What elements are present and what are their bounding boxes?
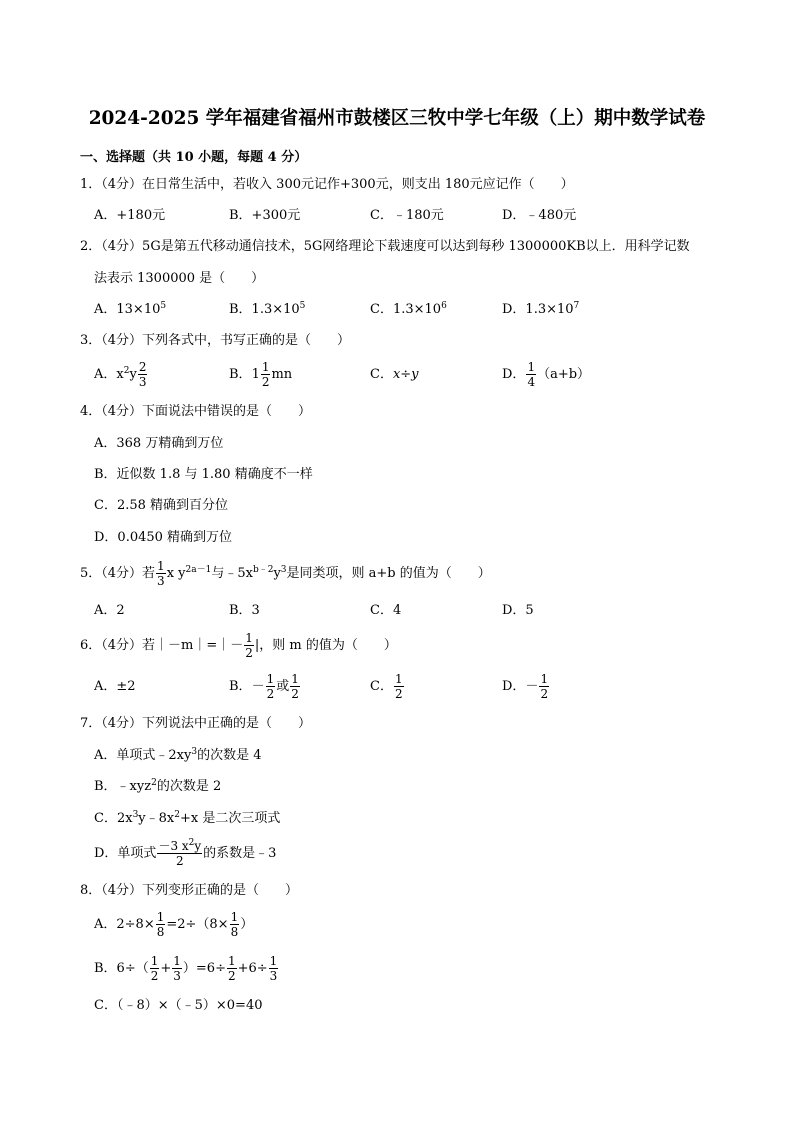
q2-option-d: D．$1.3\times 10^7$ <box>502 301 580 317</box>
q6-option-b: B．－ $\frac{1}{2}$ 或 $\frac{1}{2}$ <box>229 672 299 701</box>
q1-option-a: A．+180元 <box>94 208 166 223</box>
q8-option-c: C．（﹣8）×（﹣5）×0=40 <box>94 998 263 1013</box>
q2-option-c: C．$1.3\times 10^6$ <box>370 301 447 317</box>
q2-option-a: A．$13\times 10^5$ <box>94 301 167 317</box>
q8-option-b: B．6÷（ $\frac{1}{2}$ + $\frac{1}{3}$ ）=6÷ $\frac{1}{2}$ +6÷ $\frac{1}{3}$ <box>94 954 278 983</box>
q3-option-a: A．$x^2y$ $\frac{2}{3}$ <box>94 360 147 389</box>
q2-option-b: B．$1.3\times 10^5$ <box>229 301 306 317</box>
q4-option-a: A．368 万精确到万位 <box>94 436 224 451</box>
question-2-stem-line1: 2．（4分）5G是第五代移动通信技术，5G网络理论下载速度可以达到每秒 1300000KB以上．用科学记数 <box>80 239 690 254</box>
question-5-stem: 5．（4分）若 $\frac{1}{3}$ x $y^{2a-1}$与$﹣5x^{b﹣2}y^3$是同类项，则 a+b 的值为（ ） <box>80 559 491 588</box>
q4-option-d: D．0.0450 精确到万位 <box>94 530 233 545</box>
question-8-stem: 8．（4分）下列变形正确的是（ ） <box>80 883 299 898</box>
q3-option-d: D． $\frac{1}{4}$ （a+b） <box>502 360 591 389</box>
q5-option-c: C．4 <box>370 603 402 618</box>
q7-option-d: D．单项式 $\frac{-3 x^2y}{2}$ 的系数是﹣3 <box>94 838 277 868</box>
question-2-stem-line2: 法表示 1300000 是（ ） <box>94 271 265 286</box>
question-6-stem: 6．（4分）若｜－m｜=｜－ $\frac{1}{2}$ |，则 m 的值为（ ） <box>80 631 397 660</box>
q5-option-a: A．2 <box>94 603 125 618</box>
page-title: 2024-2025 学年福建省福州市鼓楼区三牧中学七年级（上）期中数学试卷 <box>88 108 706 129</box>
q3-option-c: C．x÷y <box>370 367 419 382</box>
q4-option-b: B．近似数 1.8 与 1.80 精确度不一样 <box>94 467 313 482</box>
q5-option-d: D．5 <box>502 603 534 618</box>
q7-option-c: C．$2x^3y﹣8x^2+x$ 是二次三项式 <box>94 810 281 826</box>
question-7-stem: 7．（4分）下列说法中正确的是（ ） <box>80 716 312 731</box>
q1-option-b: B．+300元 <box>229 208 301 223</box>
question-1-stem: 1．（4分）在日常生活中，若收入 300元记作+300元，则支出 180元应记作（ ） <box>80 177 574 192</box>
question-3-stem: 3．（4分）下列各式中，书写正确的是（ ） <box>80 333 351 348</box>
q6-option-d: D．－ $\frac{1}{2}$ <box>502 672 549 701</box>
q5-option-b: B．3 <box>229 603 260 618</box>
q7-option-a: A．单项式$﹣2xy^3$的次数是 4 <box>94 747 262 763</box>
q1-option-d: D．﹣480元 <box>502 208 577 223</box>
section-heading: 一、选择题（共 10 小题，每题 4 分） <box>80 150 308 165</box>
q1-option-c: C．﹣180元 <box>370 208 444 223</box>
q7-option-b: B．﹣xyz$^2$的次数是 2 <box>94 778 222 794</box>
q6-option-c: C． $\frac{1}{2}$ <box>370 672 403 701</box>
q3-option-b: B．1 $\frac{1}{2}$ mn <box>229 360 293 389</box>
q8-option-a: A．2÷8× $\frac{1}{8}$ =2÷（8× $\frac{1}{8}$ ） <box>94 910 254 939</box>
q6-option-a: A．±2 <box>94 679 136 694</box>
question-4-stem: 4．（4分）下面说法中错误的是（ ） <box>80 404 312 419</box>
q4-option-c: C．2.58 精确到百分位 <box>94 498 229 513</box>
